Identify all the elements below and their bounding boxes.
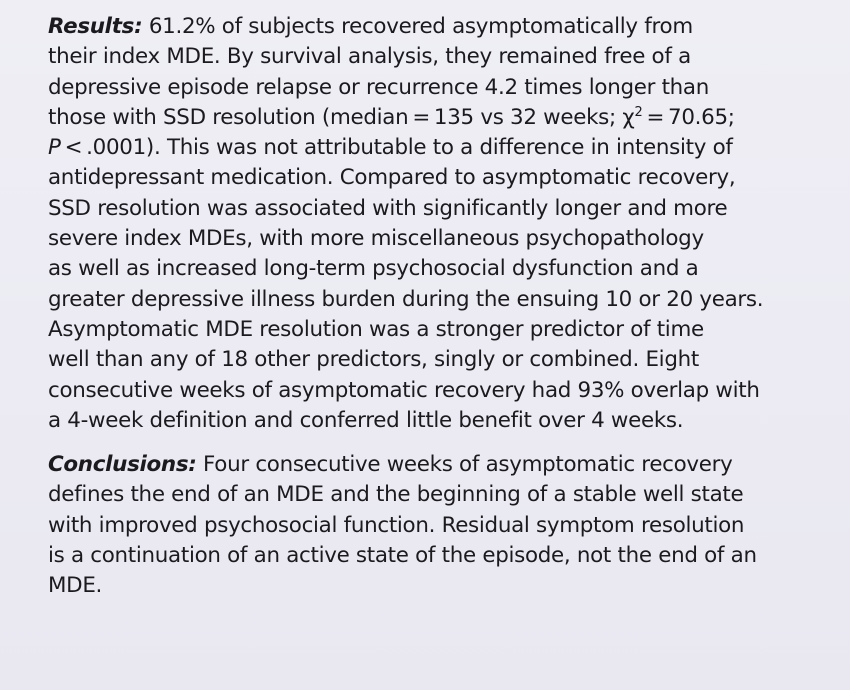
conclusions-line-4: is a continuation of an active state of the episode, not the end of an bbox=[48, 543, 757, 569]
chi-square-exponent: 2 bbox=[634, 104, 643, 120]
results-line-8: severe index MDEs, with more miscellaneous psychopathology bbox=[48, 226, 704, 252]
results-line-5: P < .0001). This was not attributable to a difference in intensity of bbox=[48, 135, 733, 161]
conclusions-paragraph bbox=[48, 450, 836, 601]
results-line-14: a 4-week definition and conferred little benefit over 4 weeks. bbox=[48, 407, 684, 433]
conclusions-line-2: defines the end of an MDE and the beginning of a stable well state bbox=[48, 482, 744, 508]
results-line-4: those with SSD resolution (median = 135 vs 32 weeks; $\chi^2 = 70.65$; bbox=[48, 104, 735, 130]
conclusions-line-1: Conclusions: Four consecutive weeks of asymptomatic recovery bbox=[48, 452, 733, 478]
results-label: Results: bbox=[48, 14, 143, 39]
p-value-symbol: P bbox=[48, 135, 61, 161]
paragraph-gap bbox=[48, 436, 836, 450]
results-line-2: their index MDE. By survival analysis, they remained free of a bbox=[48, 44, 691, 70]
results-line-12: well than any of 18 other predictors, singly or combined. Eight bbox=[48, 347, 699, 373]
results-paragraph bbox=[48, 12, 836, 436]
results-line-13: consecutive weeks of asymptomatic recovery had 93% overlap with bbox=[48, 377, 760, 403]
results-line-7: SSD resolution was associated with significantly longer and more bbox=[48, 195, 728, 221]
results-line-10: greater depressive illness burden during the ensuing 10 or 20 years. bbox=[48, 286, 764, 312]
conclusions-line-5: MDE. bbox=[48, 573, 103, 599]
results-line-9: as well as increased long-term psychosocial dysfunction and a bbox=[48, 256, 699, 282]
conclusions-label: Conclusions: bbox=[48, 452, 197, 478]
results-line-3: depressive episode relapse or recurrence 4.2 times longer than bbox=[48, 74, 710, 100]
results-line-11: Asymptomatic MDE resolution was a stronger predictor of time bbox=[48, 316, 704, 342]
results-line-1: Results: 61.2% of subjects recovered asymptomatically from bbox=[48, 14, 693, 39]
conclusions-line-3: with improved psychosocial function. Residual symptom resolution bbox=[48, 512, 745, 538]
results-line-6: antidepressant medication. Compared to asymptomatic recovery, bbox=[48, 165, 736, 191]
